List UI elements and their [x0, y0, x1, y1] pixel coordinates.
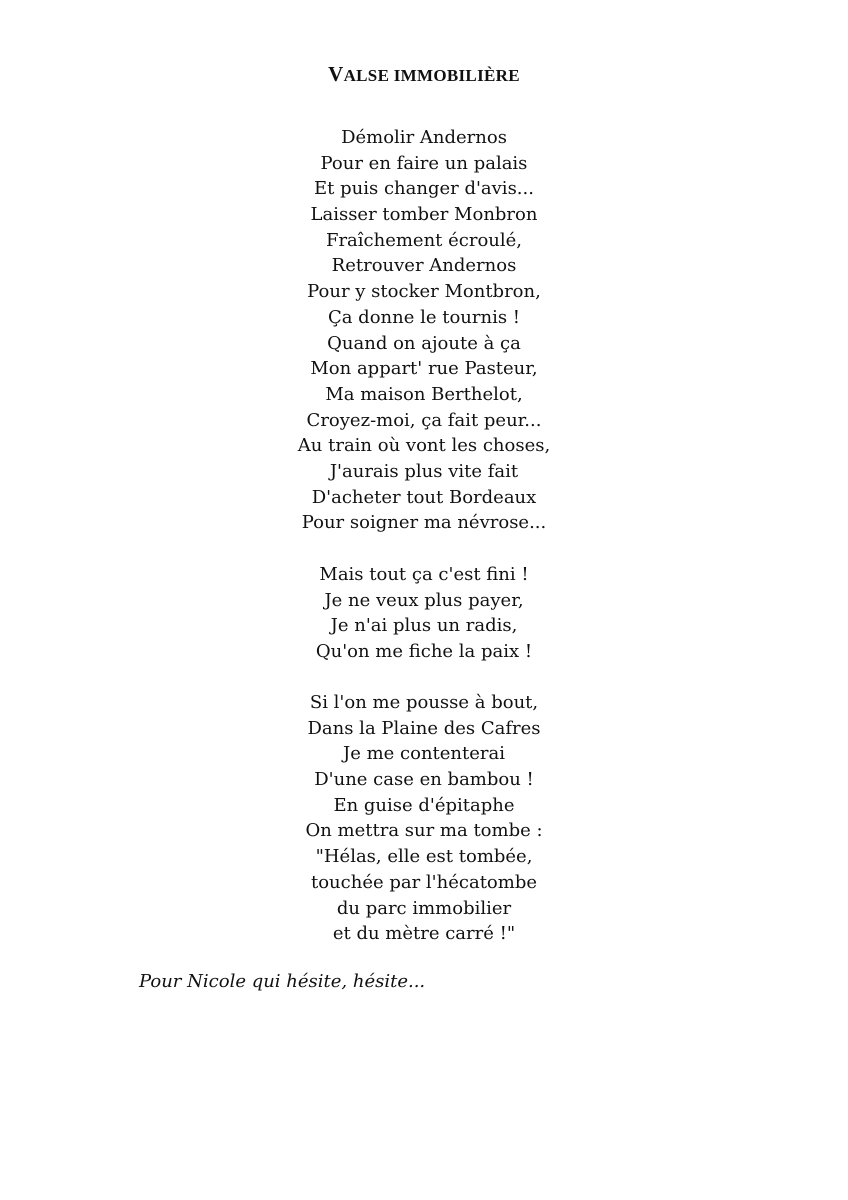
verse-line: Retrouver Andernos — [331, 255, 517, 277]
dedication: Pour Nicole qui hésite, hésite... — [139, 971, 426, 992]
verse-line: Croyez-moi, ça fait peur... — [306, 409, 542, 431]
verse-line: Et puis changer d'avis... — [314, 178, 534, 200]
verse-line: Je ne veux plus payer, — [324, 589, 524, 611]
verse-line: D'acheter tout Bordeaux — [311, 486, 537, 508]
verse-line: Quand on ajoute à ça — [327, 332, 521, 354]
verse-line: Qu'on me fiche la paix ! — [315, 641, 533, 663]
verse-line: On mettra sur ma tombe : — [305, 820, 543, 842]
verse-line: touchée par l'hécatombe — [310, 871, 538, 893]
poem-title-rest: ALSE IMMOBILIÈRE — [343, 66, 520, 85]
verse-line: Laisser tomber Monbron — [310, 204, 538, 226]
stanza-2 — [0, 562, 848, 665]
verse-line: Au train où vont les choses, — [297, 435, 551, 457]
verse-line: du parc immobilier — [336, 897, 512, 919]
verse-line: Ça donne le tournis ! — [327, 306, 521, 328]
verse-line: Je n'ai plus un radis, — [330, 615, 518, 637]
verse-line: et du mètre carré !" — [332, 923, 516, 945]
stanza-3 — [0, 690, 848, 947]
verse-line: Si l'on me pousse à bout, — [309, 692, 539, 713]
verse-line: Mon appart' rue Pasteur, — [310, 358, 538, 380]
verse-line: J'aurais plus vite fait — [329, 460, 519, 482]
verse-line: Pour y stocker Montbron, — [307, 281, 541, 303]
verse-line: Fraîchement écroulé, — [325, 229, 523, 251]
verse-line: D'une case en bambou ! — [314, 769, 534, 791]
verse-line: Je me contenterai — [343, 743, 505, 765]
verse-line: Démolir Andernos — [341, 127, 507, 148]
poem-title-initial: V — [328, 62, 344, 86]
verse-line: Ma maison Berthelot, — [325, 383, 523, 405]
verse-line: Dans la Plaine des Cafres — [307, 717, 541, 739]
verse-line: En guise d'épitaphe — [333, 794, 515, 816]
verse-line: Mais tout ça c'est fini ! — [319, 564, 529, 585]
stanza-1 — [0, 125, 848, 536]
verse-line: Pour soigner ma névrose... — [301, 512, 547, 534]
poem-title — [0, 62, 848, 87]
verse-line: Pour en faire un palais — [320, 152, 528, 174]
verse-line: "Hélas, elle est tombée, — [315, 846, 533, 868]
